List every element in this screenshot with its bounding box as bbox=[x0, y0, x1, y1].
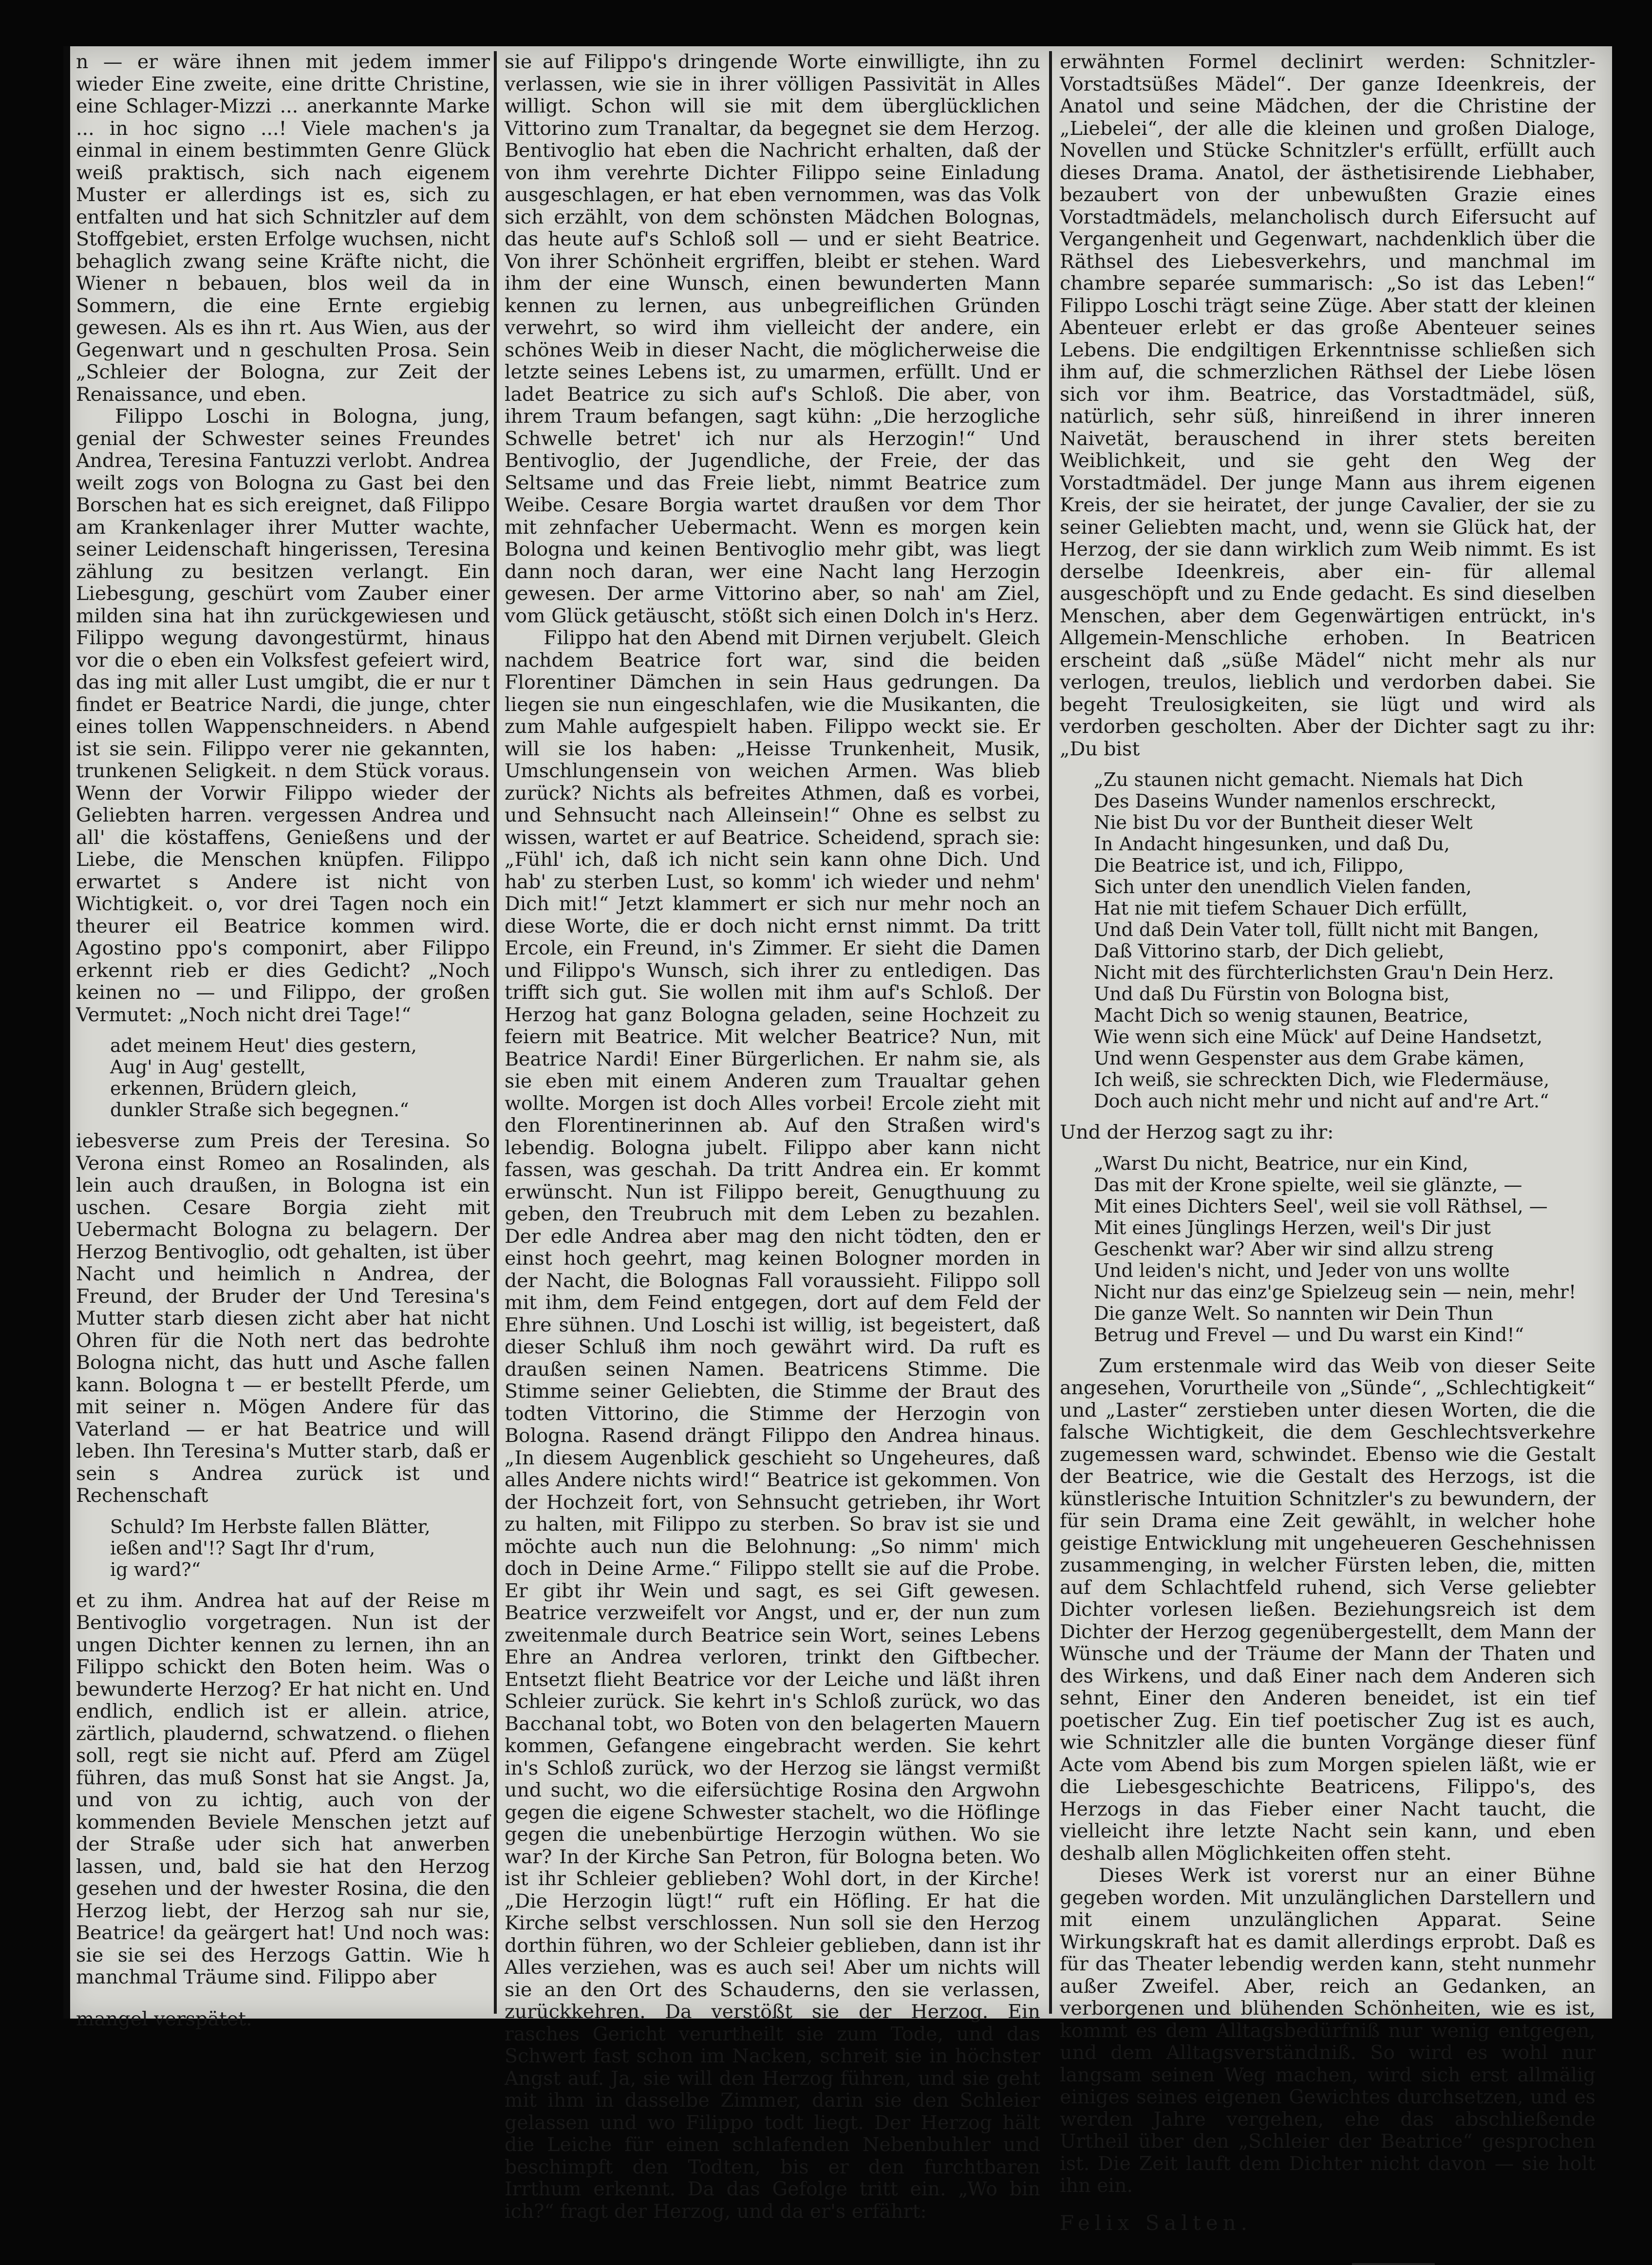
col3-paragraph-3: Dieses Werk ist vorerst nur an einer Bühne gegeben worden. Mit unzulänglichen Darstellern und mit einem unzulänglichen Apparat. Seine Wirkungskraft hat es damit allerdings erprobt. Daß es für das Theater lebendig werden kann, steht nunmehr außer Zweifel. Aber, reich an Gedanken, an verborgenen und blühenden Schönheiten, wie es ist, kommt es dem Alltagsbedürfniß nur wenig entgegen, und dem Alltagsverständniß. So wird es wohl nur langsam seinen Weg machen, wird sich erst allmälig einiges seines eigenen Gewichtes durchsetzen, und es werden Jahre vergehen, ehe das abschließende Urtheil über den „Schleier der Beatrice“ gesprochen ist. Die Zeit lauft dem Dichter nicht davon — sie holt ihn ein. bbox=[1060, 1864, 1596, 2197]
column-rule-2 bbox=[1049, 51, 1052, 2014]
verse-line: erkennen, Brüdern gleich, bbox=[110, 1078, 357, 1099]
closing-rule bbox=[1352, 2263, 1435, 2265]
verse-line: Des Daseins Wunder namenlos erschreckt, bbox=[1094, 790, 1497, 812]
column-3 bbox=[1060, 51, 1596, 2265]
verse-line: Aug' in Aug' gestellt, bbox=[110, 1056, 306, 1078]
col3-paragraph-2: Zum erstenmale wird das Weib von dieser Seite angesehen, Vorurtheile von „Sünde“, „Schlechtigkeit“ und „Laster“ zerstieben unter diesen Worten, die die falsche Wichtigkeit, die dem Geschlechtsverkehre zugemessen ward, schwindet. Ebenso wie die Gestalt der Beatrice, wie die Gestalt des Herzogs, ist die künstlerische Intuition Schnitzler's zu bewundern, der für sein Drama eine Zeit gewählt, in welcher hohe geistige Entwicklung mit ungeheueren Geschehnissen zusammenging, in welcher Fürsten leben, die, mitten auf dem Schlachtfeld ruhend, sich Verse geliebter Dichter vorlesen ließen. Beziehungsreich ist dem Dichter der Herzog gegenübergestellt, dem Mann der Wünsche und der Träume der Mann der Thaten und des Wirkens, und daß Einer nach dem Anderen sich sehnt, Einer den Anderen beneidet, ist ein tief poetischer Zug. Ein tief poetischer Zug ist es auch, wie Schnitzler alle die bunten Vorgänge dieser fünf Acte vom Abend bis zum Morgen spielen läßt, wie er die Liebesgeschichte Beatricens, Filippo's, des Herzogs in das Fieber einer Nacht taucht, die vielleicht ihre letzte Nacht sein kann, und eben deshalb allen Möglichkeiten offen steht. bbox=[1060, 1354, 1596, 1865]
verse-line: Hat nie mit tiefem Schauer Dich erfüllt, bbox=[1094, 898, 1468, 919]
column-rule-1 bbox=[494, 51, 497, 2014]
verse-line: Und wenn Gespenster aus dem Grabe kämen, bbox=[1094, 1048, 1525, 1069]
col1-paragraph-3: iebesverse zum Preis der Teresina. So Verona einst Romeo an Rosalinden, als lein auch draußen, in Bologna ist ein uschen. Cesare Borgia zieht mit Uebermacht Bologna zu belagern. Der Herzog Bentivoglio, odt gehalten, ist über Nacht und heimlich n Andrea, der Freund, der Bruder der Und Teresina's Mutter starb diesen zicht aber hat nicht Ohren für die Noth nert das bedrohte Bologna nicht, das hutt und Asche fallen kann. Bologna t — er bestellt Pferde, um mit seiner n. Mögen Andere für das Vaterland — er hat Beatrice und will leben. Ihn Teresina's Mutter starb, daß er sein s Andrea zurück ist und Rechenschaft bbox=[76, 1130, 490, 1507]
col1-paragraph-4: et zu ihm. Andrea hat auf der Reise m Bentivoglio vorgetragen. Nun ist der ungen Dichter kennen zu lernen, ihn an Filippo schickt den Boten heim. Was o bewunderte Herzog? Er hat nicht en. Und endlich, endlich ist er allein. atrice, zärtlich, plaudernd, schwatzend. o fliehen soll, regt sie nicht auf. Pferd am Zügel führen, das muß Sonst hat sie Angst. Ja, und von zu ichtig, auch von der kommenden Beviele Menschen jetzt auf der Straße uder sich hat anwerben lassen, und, bald sie hat den Herzog gesehen und der hwester Rosina, die den Herzog liebt, der Herzog sah nur sie, Beatrice! da geärgert hat! Und noch was: sie sie sei des Herzogs Gattin. Wie h manchmal Träume sind. Filippo aber bbox=[76, 1589, 490, 1988]
column-2 bbox=[505, 51, 1040, 2223]
col3-verse-intro: Und der Herzog sagt zu ihr: bbox=[1060, 1121, 1334, 1143]
verse-line: Die ganze Welt. So nannten wir Dein Thun bbox=[1094, 1302, 1493, 1324]
col1-verse-1 bbox=[110, 1035, 490, 1121]
verse-line: Geschenkt war? Aber wir sind allzu streng bbox=[1094, 1238, 1494, 1260]
verse-line: Nicht mit des fürchterlichsten Grau'n Dein Herz. bbox=[1094, 962, 1554, 983]
column-1 bbox=[76, 51, 490, 2030]
verse-line: Und daß Du Fürstin von Bologna bist, bbox=[1094, 983, 1450, 1005]
verse-line: „Zu staunen nicht gemacht. Niemals hat Dich bbox=[1094, 769, 1523, 790]
verse-line: Und daß Dein Vater toll, füllt nicht mit Bangen, bbox=[1094, 919, 1539, 940]
verse-line: ig ward?“ bbox=[110, 1558, 201, 1580]
col1-verse-2 bbox=[110, 1516, 490, 1580]
verse-line: Sich unter den unendlich Vielen fanden, bbox=[1094, 876, 1472, 898]
verse-line: Die Beatrice ist, und ich, Filippo, bbox=[1094, 855, 1404, 876]
col1-paragraph-2: Filippo Loschi in Bologna, jung, genial der Schwester seines Freundes Andrea, Teresina Fantuzzi verlobt. Andrea weilt zogs von Bologna zu Gast bei den Borschen hat es sich ereignet, daß Filippo am Krankenlager ihrer Mutter wachte, seiner Leidenschaft hingerissen, Teresina zählung zu besitzen verlangt. Ein Liebesgung, geschürt vom Zauber einer milden sina hat ihn zurückgewiesen und Filippo wegung davongestürmt, hinaus vor die o eben ein Volksfest gefeiert wird, das ing mit aller Lust umgibt, die er nur t findet er Beatrice Nardi, die junge, chter eines tollen Wappenschneiders. n Abend ist sie sein. Filippo verer nie gekannten, trunkenen Seligkeit. n dem Stück voraus. Wenn der Vorwir Filippo wieder der Geliebten harren. vergessen Andrea und all' die köstaffens, Genießens und der Liebe, die Menschen knüpfen. Filippo erwartet s Andere ist nicht von Wichtigkeit. o, vor drei Tagen noch ein theurer eil Beatrice kommen wird. Agostino ppo's componirt, aber Filippo erkennt rieb er dies Gedicht? „Noch keinen no — und Filippo, der großen Vermutet: „Noch nicht drei Tage!“ bbox=[76, 405, 490, 1026]
verse-line: Wie wenn sich eine Mück' auf Deine Handsetzt, bbox=[1094, 1026, 1543, 1048]
verse-line: Nicht nur das einz'ge Spielzeug sein — nein, mehr! bbox=[1094, 1281, 1577, 1303]
author-signature: Felix Salten. bbox=[1060, 2210, 1252, 2235]
left-torn-edge bbox=[63, 46, 70, 2019]
verse-line: Mit eines Dichters Seel', weil sie voll Räthsel, — bbox=[1094, 1195, 1548, 1217]
col3-paragraph-1: erwähnten Formel declinirt werden: Schnitzler-Vorstadtsüßes Mädel“. Der ganze Ideenkreis, der Anatol und seine Mädchen, der die Christine der „Liebelei“, der alle die kleinen und großen Dialoge, Novellen und Stücke Schnitzler's erfüllt, erfüllt auch dieses Drama. Anatol, der ästhetisirende Liebhaber, bezaubert von der unbewußten Grazie eines Vorstadtmädels, melancholisch durch Eifersucht auf Vergangenheit und Gegenwart, nachdenklich über die Räthsel des Liebesverkehrs, und manchmal im chambre separée summarisch: „So ist das Leben!“ Filippo Loschi trägt seine Züge. Aber statt der kleinen Abenteuer erlebt er das große Abenteuer seines Lebens. Die endgiltigen Erkenntnisse schließen sich ihm auf, die schmerzlichen Räthsel der Liebe lösen sich vor ihm. Beatrice, das Vorstadtmädel, süß, natürlich, sehr süß, hinreißend in ihrer inneren Naivetät, berauschend in ihrer stets bereiten Weiblichkeit, und sie geht den Weg der Vorstadtmädel. Der junge Mann aus ihrem eigenen Kreis, der sie heiratet, der junge Cavalier, der sie zu seiner Geliebten macht, und, wenn sie Glück hat, der Herzog, der sie dann wirklich zum Weib nimmt. Es ist derselbe Ideenkreis, aber ein- für allemal ausgeschöpft und zu Ende gedacht. Es sind dieselben Menschen, aber dem Gegenwärtigen entrückt, in's Allgemein-Menschliche erhoben. In Beatricen erscheint daß „süße Mädel“ nicht mehr als nur verlogen, treulos, lieblich und verdorben dabei. Sie begeht Treulosigkeiten, sie lügt und wird als verdorben gescholten. Aber der Dichter sagt zu ihr: „Du bist bbox=[1060, 51, 1596, 760]
verse-line: Macht Dich so wenig staunen, Beatrice, bbox=[1094, 1005, 1469, 1026]
verse-line: ießen and'!? Sagt Ihr d'rum, bbox=[110, 1537, 375, 1559]
col3-verse-poet bbox=[1094, 769, 1596, 1112]
verse-line: Mit eines Jünglings Herzen, weil's Dir just bbox=[1094, 1217, 1491, 1238]
col1-paragraph-1: n — er wäre ihnen mit jedem immer wieder Eine zweite, eine dritte Christine, eine Schlager-Mizzi ... anerkannte Marke ... in hoc signo ...! Viele machen's ja einmal in einem bestimmten Genre Glück weiß praktisch, sich nach eigenem Muster er allerdings ist es, sich zu entfalten und hat sich Schnitzler auf dem Stoffgebiet, ersten Erfolge wuchsen, nicht behaglich zwang seine Kräfte nicht, die Wiener n bebauen, blos weil da in Sommern, die eine Ernte ergiebig gewesen. Als es ihn rt. Aus Wien, aus der Gegenwart und n geschulten Prosa. Sein „Schleier der Bologna, zur Zeit der Renaissance, und eben. bbox=[76, 51, 490, 406]
verse-line: Daß Vittorino starb, der Dich geliebt, bbox=[1094, 940, 1445, 962]
verse-line: „Warst Du nicht, Beatrice, nur ein Kind, bbox=[1094, 1152, 1468, 1174]
verse-line: Ich weiß, sie schreckten Dich, wie Fledermäuse, bbox=[1094, 1069, 1550, 1090]
col2-paragraph-1: sie auf Filippo's dringende Worte einwilligte, ihn zu verlassen, wie sie in ihrer völligen Passivität in Alles willigt. Schon will sie mit dem überglücklichen Vittorino zum Tranaltar, da begegnet sie dem Herzog. Bentivoglio hat eben die Nachricht erhalten, daß der von ihm verehrte Dichter Filippo seine Einladung ausgeschlagen, er hat eben vernommen, was das Volk sich erzählt, von dem schönsten Mädchen Bolognas, das heute auf's Schloß soll — und er sieht Beatrice. Von ihrer Schönheit ergriffen, bleibt er stehen. Ward ihm der eine Wunsch, einen bewunderten Mann kennen zu lernen, aus unbegreiflichen Gründen verwehrt, so wird ihm vielleicht der andere, ein schönes Weib in dieser Nacht, die möglicherweise die letzte seines Lebens ist, zu umarmen, erfüllt. Und er ladet Beatrice zu sich auf's Schloß. Die aber, von ihrem Traum befangen, sagt kühn: „Die herzogliche Schwelle betret' ich nur als Herzogin!“ Und Bentivoglio, der Jugendliche, der Freie, der das Seltsame und das Freie liebt, nimmt Beatrice zum Weibe. Cesare Borgia wartet draußen vor dem Thor mit zehnfacher Uebermacht. Wenn es morgen kein Bologna und keinen Bentivoglio mehr gibt, was liegt dann noch daran, wer eine Nacht lang Herzogin gewesen. Der arme Vittorino aber, so nah' am Ziel, vom Glück getäuscht, stößt sich einen Dolch in's Herz. bbox=[505, 51, 1040, 627]
verse-line: Nie bist Du vor der Buntheit dieser Welt bbox=[1094, 812, 1473, 833]
verse-line: Betrug und Frevel — und Du warst ein Kind!“ bbox=[1094, 1324, 1524, 1346]
verse-line: Doch auch nicht mehr und nicht auf and're Art.“ bbox=[1094, 1090, 1549, 1112]
verse-line: Schuld? Im Herbste fallen Blätter, bbox=[110, 1516, 431, 1537]
verse-line: adet meinem Heut' dies gestern, bbox=[110, 1035, 417, 1056]
verse-line: In Andacht hingesunken, und daß Du, bbox=[1094, 833, 1450, 855]
col2-paragraph-2: Filippo hat den Abend mit Dirnen verjubelt. Gleich nachdem Beatrice fort war, sind die beiden Florentiner Dämchen in sein Haus gedrungen. Da liegen sie nun eingeschlafen, wie die Musikanten, die zum Mahle aufgespielt haben. Filippo weckt sie. Er will sie los haben: „Heisse Trunkenheit, Musik, Umschlungensein von weichen Armen. Was blieb zurück? Nichts als befreites Athmen, daß es vorbei, und Sehnsucht nach Alleinsein!“ Ohne es selbst zu wissen, wartet er auf Beatrice. Scheidend, sprach sie: „Fühl' ich, daß ich nicht sein kann ohne Dich. Und hab' zu sterben Lust, so komm' ich wieder und nehm' Dich mit!“ Jetzt klammert er sich nur mehr noch an diese Worte, die er doch nicht ernst nimmt. Da tritt Ercole, ein Freund, in's Zimmer. Er sieht die Damen und Filippo's Wunsch, sich ihrer zu entledigen. Das trifft sich gut. Sie wollen mit ihm auf's Schloß. Der Herzog hat ganz Bologna geladen, seine Hochzeit zu feiern mit Beatrice. Mit welcher Beatrice? Nun, mit Beatrice Nardi! Einer Bürgerlichen. Er nahm sie, als sie eben mit einem Anderen zum Traualtar gehen wollte. Morgen ist doch Alles vorbei! Ercole zieht mit den Florentinerinnen ab. Auf den Straßen wird's lebendig. Bologna jubelt. Filippo aber kann nicht fassen, was geschah. Da tritt Andrea ein. Er kommt erwünscht. Nun ist Filippo bereit, Genugthuung zu geben, den Treubruch mit dem Leben zu bezahlen. Der edle Andrea aber mag den nicht tödten, den er einst hoch geehrt, mag keinen Bologner morden in der Nacht, die Bolognas Fall voraussieht. Filippo soll mit ihm, dem Feind entgegen, dort auf dem Feld der Ehre sühnen. Und Loschi ist willig, ist begeistert, daß dieser Schluß ihm noch gewährt wird. Da ruft es draußen seinen Namen. Beatricens Stimme. Die Stimme seiner Geliebten, die Stimme der Braut des todten Vittorino, die Stimme der Herzogin von Bologna. Rasend drängt Filippo den Andrea hinaus. „In diesem Augenblick geschieht so Ungeheures, daß alles Andere nichts wird!“ Beatrice ist gekommen. Von der Hochzeit fort, von Sehnsucht getrieben, ihr Wort zu halten, mit Filippo zu sterben. So brav ist sie und möchte auch nun die Belohnung: „So nimm' mich doch in Deine Arme.“ Filippo stellt sie auf die Probe. Er gibt ihr Wein und sagt, es sei Gift gewesen. Beatrice verzweifelt vor Angst, und er, der nun zum zweitenmale durch Beatrice sein Wort, seines Lebens Ehre an Andrea verloren, trinkt den Giftbecher. Entsetzt flieht Beatrice vor der Leiche und läßt ihren Schleier zurück. Sie kehrt in's Schloß zurück, wo das Bacchanal tobt, wo Boten von den belagerten Mauern kommen, Gefangene eingebracht werden. Sie kehrt in's Schloß zurück, wo der Herzog sie längst vermißt und sucht, wo die eifersüchtige Rosina den Argwohn gegen die eigene Schwester stachelt, wo die Höflinge gegen die unebenbürtige Herzogin wüthen. Wo sie war? In der Kirche San Petron, für Bologna beten. Wo ist ihr Schleier geblieben? Wohl dort, in der Kirche! „Die Herzogin lügt!“ ruft ein Höfling. Er hat die Kirche selbst verschlossen. Nun soll sie den Herzog dorthin führen, wo der Schleier geblieben, dann ist ihr Alles verziehen, was es auch sei! Aber um nichts will sie an den Ort des Schauderns, den sie verlassen, zurückkehren. Da verstößt sie der Herzog. Ein rasches Gericht verurtheilt sie zum Tode, und das Schwert fast schon im Nacken, schreit sie in höchster Angst auf. Ja, sie will den Herzog führen, und sie geht mit ihm in dasselbe Zimmer, darin sie den Schleier gelassen und wo Filippo todt liegt. Der Herzog hält die Leiche für einen schlafenden Nebenbuhler und beschimpft den Todten, bis er den furchtbaren Irrthum erkennt. Da das Gefolge tritt ein. „Wo bin ich?“ fragt der Herzog, und da er's erfährt: bbox=[505, 627, 1040, 2223]
verse-line: Das mit der Krone spielte, weil sie glänzte, — bbox=[1094, 1174, 1522, 1196]
newspaper-page bbox=[63, 46, 1612, 2235]
verse-line: dunkler Straße sich begegnen.“ bbox=[110, 1099, 409, 1121]
verse-line: Und leiden's nicht, und Jeder von uns wollte bbox=[1094, 1259, 1510, 1281]
col3-verse-duke bbox=[1094, 1153, 1596, 1346]
col1-footer-line: mangel verspätet. bbox=[76, 2007, 252, 2030]
